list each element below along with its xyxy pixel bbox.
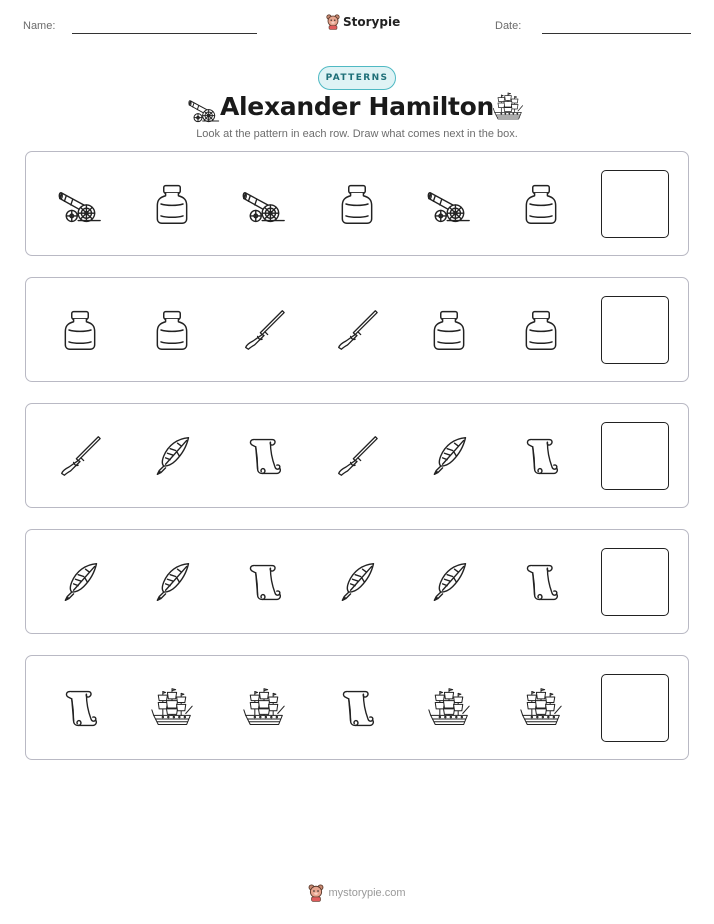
- ship-icon: [492, 91, 524, 127]
- musket-icon: [327, 426, 387, 486]
- ship-icon: [142, 678, 202, 738]
- pattern-row-4: [25, 529, 689, 634]
- pattern-row-3: [25, 403, 689, 508]
- brand-name: Storypie: [343, 15, 401, 29]
- quill-icon: [142, 426, 202, 486]
- answer-box[interactable]: [601, 674, 669, 742]
- date-label: Date:: [495, 20, 522, 32]
- page-title: Alexander Hamilton: [219, 92, 495, 121]
- category-badge: PATTERNS: [318, 66, 396, 90]
- title-row: [0, 92, 714, 126]
- answer-box[interactable]: [601, 548, 669, 616]
- cannon-icon: [50, 174, 110, 234]
- scroll-icon: [234, 426, 294, 486]
- cannon-icon: [234, 174, 294, 234]
- pattern-rows: [25, 151, 689, 781]
- pattern-row-2: [25, 277, 689, 382]
- scroll-icon: [511, 426, 571, 486]
- answer-box[interactable]: [601, 422, 669, 490]
- scroll-icon: [50, 678, 110, 738]
- ink-icon: [511, 174, 571, 234]
- ship-icon: [419, 678, 479, 738]
- ship-icon: [234, 678, 294, 738]
- name-label: Name:: [23, 20, 56, 32]
- ink-icon: [327, 174, 387, 234]
- answer-box[interactable]: [601, 170, 669, 238]
- musket-icon: [234, 300, 294, 360]
- pattern-row-1: [25, 151, 689, 256]
- bear-icon: [326, 14, 340, 30]
- date-line: [542, 33, 691, 34]
- name-line: [72, 33, 257, 34]
- scroll-icon: [327, 678, 387, 738]
- cannon-icon: [188, 93, 220, 129]
- ink-icon: [142, 300, 202, 360]
- brand-logo: [326, 14, 400, 30]
- cannon-icon: [419, 174, 479, 234]
- ink-icon: [50, 300, 110, 360]
- footer-url: mystorypie.com: [328, 887, 406, 899]
- quill-icon: [142, 552, 202, 612]
- ink-icon: [142, 174, 202, 234]
- musket-icon: [50, 426, 110, 486]
- pattern-row-5: [25, 655, 689, 760]
- instructions: Look at the pattern in each row. Draw what comes next in the box.: [196, 128, 518, 140]
- worksheet-header: [0, 0, 714, 50]
- scroll-icon: [234, 552, 294, 612]
- ink-icon: [419, 300, 479, 360]
- ink-icon: [511, 300, 571, 360]
- quill-icon: [327, 552, 387, 612]
- answer-box[interactable]: [601, 296, 669, 364]
- quill-icon: [50, 552, 110, 612]
- quill-icon: [419, 552, 479, 612]
- quill-icon: [419, 426, 479, 486]
- scroll-icon: [511, 552, 571, 612]
- footer: [0, 884, 714, 902]
- ship-icon: [511, 678, 571, 738]
- musket-icon: [327, 300, 387, 360]
- bear-icon: [308, 884, 324, 902]
